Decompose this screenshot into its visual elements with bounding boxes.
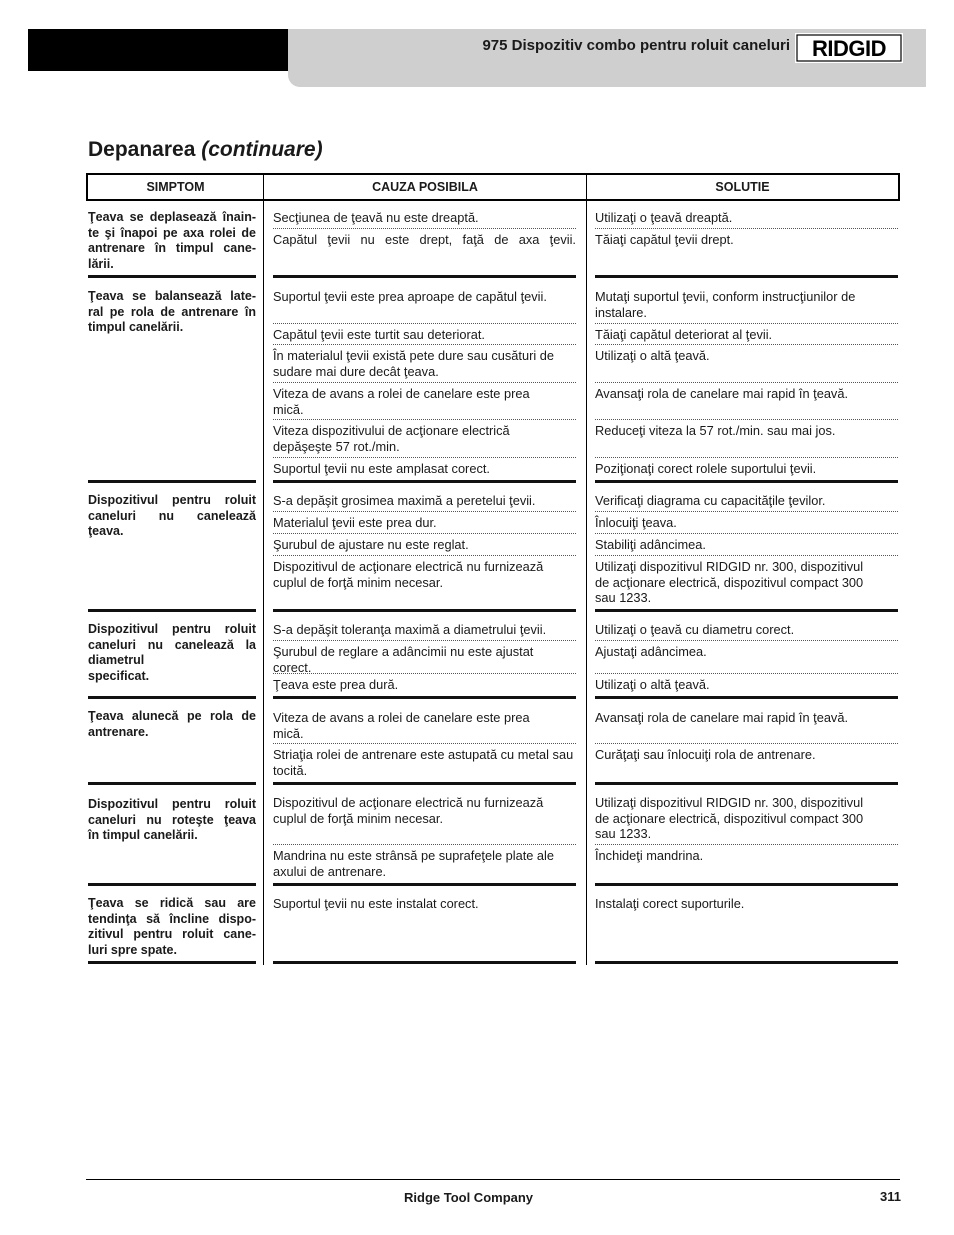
solution-text: Înlocuiţi ţeava.	[595, 515, 677, 530]
solution-text: instalare.	[595, 304, 647, 320]
group-rule	[273, 782, 576, 785]
group-rule	[273, 883, 576, 886]
solution-text: Utilizaţi o altă ţeavă.	[595, 348, 710, 363]
cause-text: S-a depăşit grosimea maximă a peretelui ţevii.	[273, 493, 536, 508]
row-divider	[273, 511, 576, 512]
group-rule	[595, 609, 898, 612]
group-rule	[273, 609, 576, 612]
symptom-text: caneluri nu canelează la	[88, 637, 256, 652]
cause-text: Viteza de avans a rolei de canelare este prea	[273, 386, 530, 401]
symptom-text: antrenare în timpul cane-	[88, 241, 256, 255]
group-rule	[273, 961, 576, 964]
group-rule	[88, 696, 256, 699]
cause-text: Suportul ţevii nu este instalat corect.	[273, 896, 479, 911]
solution-text: Reduceţi viteza la 57 rot./min. sau mai jos.	[595, 423, 836, 438]
header-grey-strip	[288, 68, 926, 87]
cause-text: axului de antrenare.	[273, 863, 387, 879]
symptom-text: Dispozitivul pentru roluit	[88, 622, 256, 636]
cause-text: Materialul ţevii este prea dur.	[273, 515, 437, 530]
symptom-text: timpul canelării.	[88, 320, 184, 334]
cause-text: mică.	[273, 725, 304, 741]
symptom-text: te şi înapoi pe axa rolei de	[88, 225, 256, 240]
solution-text: Verificaţi diagrama cu capacităţile ţevilor.	[595, 493, 826, 508]
symptom-text: tendinţa să încline dispo-	[88, 911, 256, 926]
solution-text: Tăiaţi capătul deteriorat al ţevii.	[595, 327, 773, 342]
solution-text: Utilizaţi dispozitivul RIDGID nr. 300, dispozitivul	[595, 795, 864, 810]
row-divider	[273, 323, 576, 324]
column-separator	[263, 201, 264, 965]
cause-text: cuplul de forţă minim necesar.	[273, 810, 443, 826]
row-divider	[595, 419, 898, 420]
row-divider	[273, 844, 576, 845]
solution-text: Poziţionaţi corect rolele suportului ţevii.	[595, 461, 817, 476]
footer-rule	[86, 1179, 900, 1180]
cause-text: Secţiunea de ţeavă nu este dreaptă.	[273, 210, 479, 225]
row-divider	[273, 382, 576, 383]
header-black-bar	[28, 29, 288, 71]
group-rule	[595, 961, 898, 964]
solution-text: Avansaţi rola de canelare mai rapid în ţeavă.	[595, 386, 849, 401]
cause-text: Dispozitivul de acţionare electrică nu furnizează	[273, 559, 544, 574]
cause-text: În materialul ţevii există pete dure sau cusături de	[273, 348, 554, 363]
symptom-text: antrenare.	[88, 724, 149, 739]
cause-text: Mandrina nu este strânsă pe suprafeţele plate ale	[273, 848, 555, 863]
row-divider	[595, 533, 898, 534]
solution-text: de acţionare electrică, dispozitivul compact 300	[595, 574, 864, 590]
symptom-text: luri spre spate.	[88, 942, 177, 957]
page-title-italic: (continuare)	[201, 138, 323, 161]
page-title-main: Depanarea	[88, 138, 196, 161]
cause-text: Viteza dispozitivului de acţionare electrică	[273, 423, 510, 438]
cause-text: mică.	[273, 401, 304, 417]
page-number: 311	[880, 1189, 901, 1204]
group-rule	[88, 782, 256, 785]
solution-text: Utilizaţi o ţeavă dreaptă.	[595, 210, 733, 225]
solution-text: Închideţi mandrina.	[595, 848, 704, 863]
ridgid-logo	[795, 33, 903, 63]
group-rule	[595, 782, 898, 785]
solution-text: Instalaţi corect suporturile.	[595, 896, 745, 911]
group-rule	[273, 275, 576, 278]
row-divider	[273, 533, 576, 534]
header-solutie: SOLUTIE	[715, 180, 770, 194]
row-divider	[595, 673, 898, 674]
header-cauza: CAUZA POSIBILA	[372, 180, 478, 194]
solution-text: de acţionare electrică, dispozitivul compact 300	[595, 810, 864, 826]
group-rule	[273, 696, 576, 699]
symptom-text: zitivul pentru roluit cane-	[88, 927, 256, 941]
symptom-text: Ţeava alunecă pe rola de	[88, 709, 256, 723]
page-title	[88, 138, 323, 162]
group-rule	[273, 480, 576, 483]
solution-text: Avansaţi rola de canelare mai rapid în ţeavă.	[595, 710, 849, 725]
cause-text: corect.	[273, 659, 312, 675]
symptom-text: Dispozitivul pentru roluit	[88, 493, 256, 507]
symptom-text: diametrul	[88, 653, 145, 667]
cause-text: Dispozitivul de acţionare electrică nu furnizează	[273, 795, 544, 810]
cause-text: Şurubul de ajustare nu este reglat.	[273, 537, 469, 552]
row-divider	[273, 344, 576, 345]
symptom-text: specificat.	[88, 668, 150, 683]
cause-text: Ţeava este prea dură.	[273, 677, 399, 692]
solution-text: Curăţaţi sau înlocuiţi rola de antrenare.	[595, 747, 816, 762]
symptom-text: ţeava.	[88, 524, 124, 538]
group-rule	[595, 275, 898, 278]
solution-text: Ajustaţi adâncimea.	[595, 644, 707, 659]
symptom-text: ral pe rola de antrenare în	[88, 304, 256, 319]
row-divider	[595, 743, 898, 744]
row-divider	[273, 419, 576, 420]
row-divider	[595, 640, 898, 641]
row-divider	[595, 382, 898, 383]
group-rule	[595, 883, 898, 886]
cause-text: Striaţia rolei de antrenare este astupată cu metal sau	[273, 747, 574, 762]
footer-company: Ridge Tool Company	[404, 1190, 534, 1205]
symptom-text: Ţeava se deplasează înain-	[88, 210, 256, 224]
group-rule	[88, 480, 256, 483]
cause-text: tocită.	[273, 762, 308, 778]
row-divider	[273, 457, 576, 458]
column-separator	[586, 201, 587, 965]
row-divider	[273, 555, 576, 556]
header-title: 975 Dispozitiv combo pentru roluit caneluri	[482, 37, 790, 54]
header-simptom: SIMPTOM	[146, 180, 205, 194]
symptom-text: în timpul canelării.	[88, 828, 198, 842]
cause-text: S-a depăşit toleranţa maximă a diametrului ţevii.	[273, 622, 547, 637]
cause-text: depăşeşte 57 rot./min.	[273, 438, 400, 454]
symptom-text: caneluri nu roteşte ţeava	[88, 812, 256, 827]
svg-text:RIDGID: RIDGID	[812, 36, 886, 61]
group-rule	[88, 961, 256, 964]
row-divider	[595, 555, 898, 556]
cause-text: cuplul de forţă minim necesar.	[273, 574, 443, 590]
row-divider	[595, 323, 898, 324]
solution-text: Utilizaţi dispozitivul RIDGID nr. 300, dispozitivul	[595, 559, 864, 574]
row-divider	[273, 228, 576, 229]
cause-text: Capătul ţevii nu este drept, faţă de axa ţevii.	[273, 232, 576, 247]
row-divider	[595, 511, 898, 512]
group-rule	[88, 883, 256, 886]
symptom-text: lării.	[88, 256, 114, 271]
cause-text: Suportul ţevii nu este amplasat corect.	[273, 461, 490, 476]
cause-text: Suportul ţevii este prea aproape de capătul ţevii.	[273, 289, 547, 304]
row-divider	[595, 457, 898, 458]
row-divider	[273, 640, 576, 641]
solution-text: Utilizaţi o ţeavă cu diametru corect.	[595, 622, 795, 637]
solution-text: Stabiliţi adâncimea.	[595, 537, 706, 552]
cause-text: Capătul ţevii este turtit sau deteriorat.	[273, 327, 485, 342]
row-divider	[273, 743, 576, 744]
table-header	[86, 173, 900, 201]
solution-text: sau 1233.	[595, 590, 652, 605]
solution-text: Utilizaţi o altă ţeavă.	[595, 677, 710, 692]
group-rule	[595, 480, 898, 483]
solution-text: Mutaţi suportul ţevii, conform instrucţiunilor de	[595, 289, 856, 304]
symptom-text: caneluri nu canelează	[88, 508, 256, 523]
symptom-text: Dispozitivul pentru roluit	[88, 797, 256, 811]
solution-text: Tăiaţi capătul ţevii drept.	[595, 232, 734, 247]
cause-text: Viteza de avans a rolei de canelare este prea	[273, 710, 530, 725]
row-divider	[595, 844, 898, 845]
group-rule	[88, 275, 256, 278]
group-rule	[88, 609, 256, 612]
cause-text: sudare mai dure decât ţeava.	[273, 363, 439, 379]
row-divider	[273, 673, 576, 674]
solution-text: sau 1233.	[595, 826, 652, 841]
group-rule	[595, 696, 898, 699]
symptom-text: Ţeava se ridică sau are	[88, 896, 256, 910]
row-divider	[595, 228, 898, 229]
symptom-text: Ţeava se balansează late-	[88, 289, 256, 303]
cause-text: Şurubul de reglare a adâncimii nu este ajustat	[273, 644, 534, 659]
row-divider	[595, 344, 898, 345]
